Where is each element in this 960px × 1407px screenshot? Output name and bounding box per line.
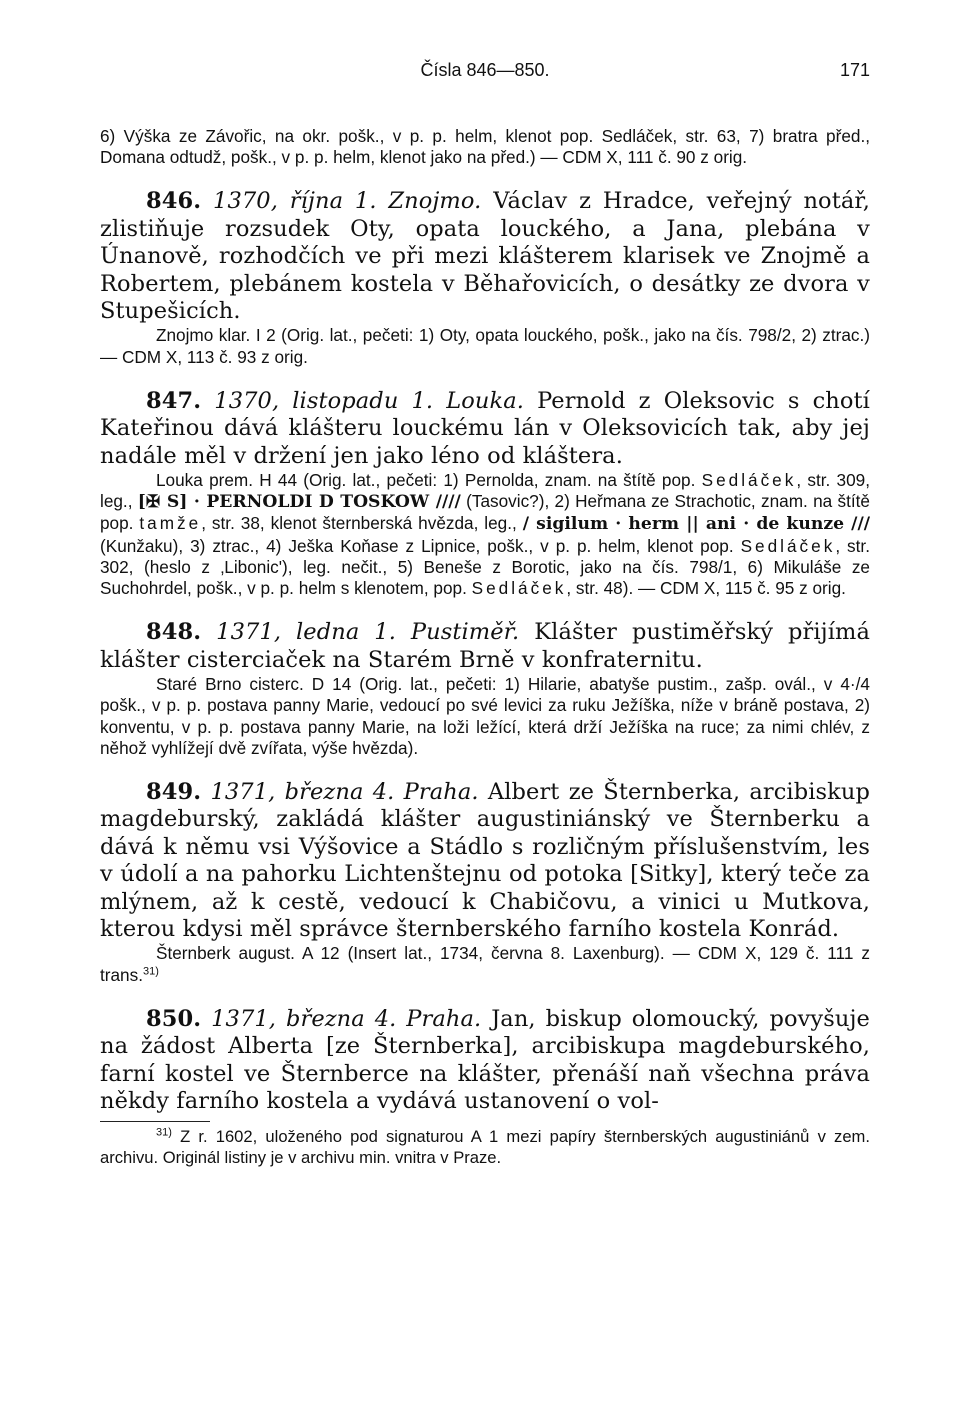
entry-847-summary	[100, 388, 870, 470]
entry-849-summary	[100, 779, 870, 943]
entry-850-summary	[100, 1006, 870, 1116]
footnote-rule	[100, 1121, 210, 1122]
seal-legend: / sigilum · herm || ani · de kunze ///	[522, 514, 871, 535]
entry-number: 849.	[146, 778, 202, 805]
note-part: , str. 309, leg.,	[100, 470, 870, 512]
note-part: , str. 38, klenot šternberská hvězda, leg.,	[201, 513, 517, 534]
entry-849-note	[100, 943, 870, 985]
entry-846-note: Znojmo klar. I 2 (Orig. lat., pečeti: 1) Oty, opata louckého, pošk., jako na čís. 798/2, 2) ztrac.) — CDM X, 113 č. 93 z orig.	[100, 325, 870, 367]
entry-date-place: 1371, ledna 1. Pustiměř.	[216, 619, 520, 646]
ibid-mark: tamže	[139, 513, 202, 534]
page-number: 171	[839, 60, 870, 80]
entry-date-place: 1370, října 1. Znojmo.	[213, 188, 482, 215]
entry-846-summary	[100, 188, 870, 325]
note-part: (Tasovic?), 2) Heřmana ze Strachotic, znam. na štítě pop.	[100, 491, 870, 534]
page-body	[100, 126, 870, 1168]
entry-number: 850.	[146, 1005, 202, 1032]
note-part: , str. 48). — CDM X, 115 č. 95 z orig.	[566, 578, 846, 599]
footnote	[100, 1126, 870, 1168]
entry-848-note: Staré Brno cisterc. D 14 (Orig. lat., pečeti: 1) Hilarie, abatyše pustim., zašp. ovál., v 4·/4 pošk., v p. p. postava panny Marie, vedoucí po své levici za ruku Ježíška, níže v bráně postava, 2) konventu, v p. p. postava panny Marie, na loži ležící, která drží Ježíška na ruce; za nimi chlév, z něhož vyhlížejí dvě zvířata, výše hvězda).	[100, 674, 870, 758]
seal-legend: [✠ S] · PERNOLDI D TOSKOW ////	[137, 492, 461, 513]
footnote-ref[interactable]: 31)	[143, 964, 159, 977]
entry-847-note	[100, 470, 870, 599]
note-text: Šternberk august. A 12 (Insert lat., 1734, června 8. Laxenburg). — CDM X, 129 č. 111 z trans.	[100, 943, 870, 985]
entry-number: 848.	[146, 619, 202, 646]
footnote-mark: 31)	[156, 1126, 172, 1139]
author-name: Sedláček	[740, 535, 836, 556]
running-header	[100, 60, 870, 86]
entry-848-summary	[100, 619, 870, 674]
entry-text: Klášter pustiměřský přijímá klášter cisterciaček na Starém Brně v konfraternitu.	[100, 619, 870, 673]
author-name: Sedláček	[471, 578, 567, 599]
note-part: Louka prem. H 44 (Orig. lat., pečeti: 1) Pernolda, znam. na štítě pop.	[156, 470, 696, 491]
note-part: , str. 302, (heslo z ‚Libonic'), leg. nečit., 5) Beneše z Borotic, jako na čís. 798/1, 6) Mikuláše ze Suchohrdel, pošk., v p. p. helm s klenotem, pop.	[100, 535, 870, 599]
entry-number: 847.	[146, 387, 202, 414]
entry-text: Václav z Hradce, veřejný notář, zlistiňuje rozsudek Oty, opata louckého, a Jana, plebána v Únanově, rozhodčích ve při mezi klášterem klarisek ve Znojmě a Robertem, plebánem kostela v Běhařovicích, o desátky ze dvora v Stupešicích.	[100, 188, 870, 325]
entry-date-place: 1371, března 4. Praha.	[211, 1005, 482, 1032]
footnote-text: Z r. 1602, uloženého pod signaturou A 1 mezi papíry šternberských augustiniánů v zem. archivu. Originál listiny je v archivu min. vnitra v Praze.	[100, 1127, 870, 1168]
entry-text: Albert ze Šternberka, arcibiskup magdeburský, zakládá klášter augustiniánský ve Šternberku a dává k němu vsi Výšovice a Stádlo s rozličným příslušenstvím, les v údolí a na pahorku Lichtenštejnu od potoka [Sitky], který teče za mlýnem, až k cestě, vedoucí k Chabičovu, a vinici u Mutkova, kterou kdysi měl správce šternberského farního kostela Konrád.	[100, 778, 870, 942]
entry-number: 846.	[146, 188, 202, 215]
intro-note: 6) Výška ze Závořic, na okr. pošk., v p. p. helm, klenot pop. Sedláček, str. 63, 7) bratra před., Domana odtudž, pošk., v p. p. helm, klenot jako na před.) — CDM X, 111 č. 90 z orig.	[100, 126, 870, 168]
entry-text: Jan, biskup olomoucký, povyšuje na žádost Alberta [ze Šternberka], arcibiskupa magdeburského, farní kostel ve Šternberce na klášter, přenáší naň všechna práva někdy farního kostela a vydává ustanovení o vol-	[100, 1005, 870, 1114]
header-title: Čísla 846—850.	[420, 60, 550, 80]
author-name: Sedláček	[701, 470, 797, 491]
note-part: (Kunžaku), 3) ztrac., 4) Ješka Koňase z Lipnice, pošk., v p. p. helm, klenot pop.	[100, 535, 734, 556]
entry-date-place: 1370, listopadu 1. Louka.	[214, 387, 524, 414]
entry-date-place: 1371, března 4. Praha.	[210, 778, 479, 805]
entry-text: Pernold z Oleksovic s chotí Kateřinou dává klášteru louckému lán v Oleksovicích tak, aby jej nadále měl v držení jen jako léno od kláštera.	[100, 387, 870, 469]
